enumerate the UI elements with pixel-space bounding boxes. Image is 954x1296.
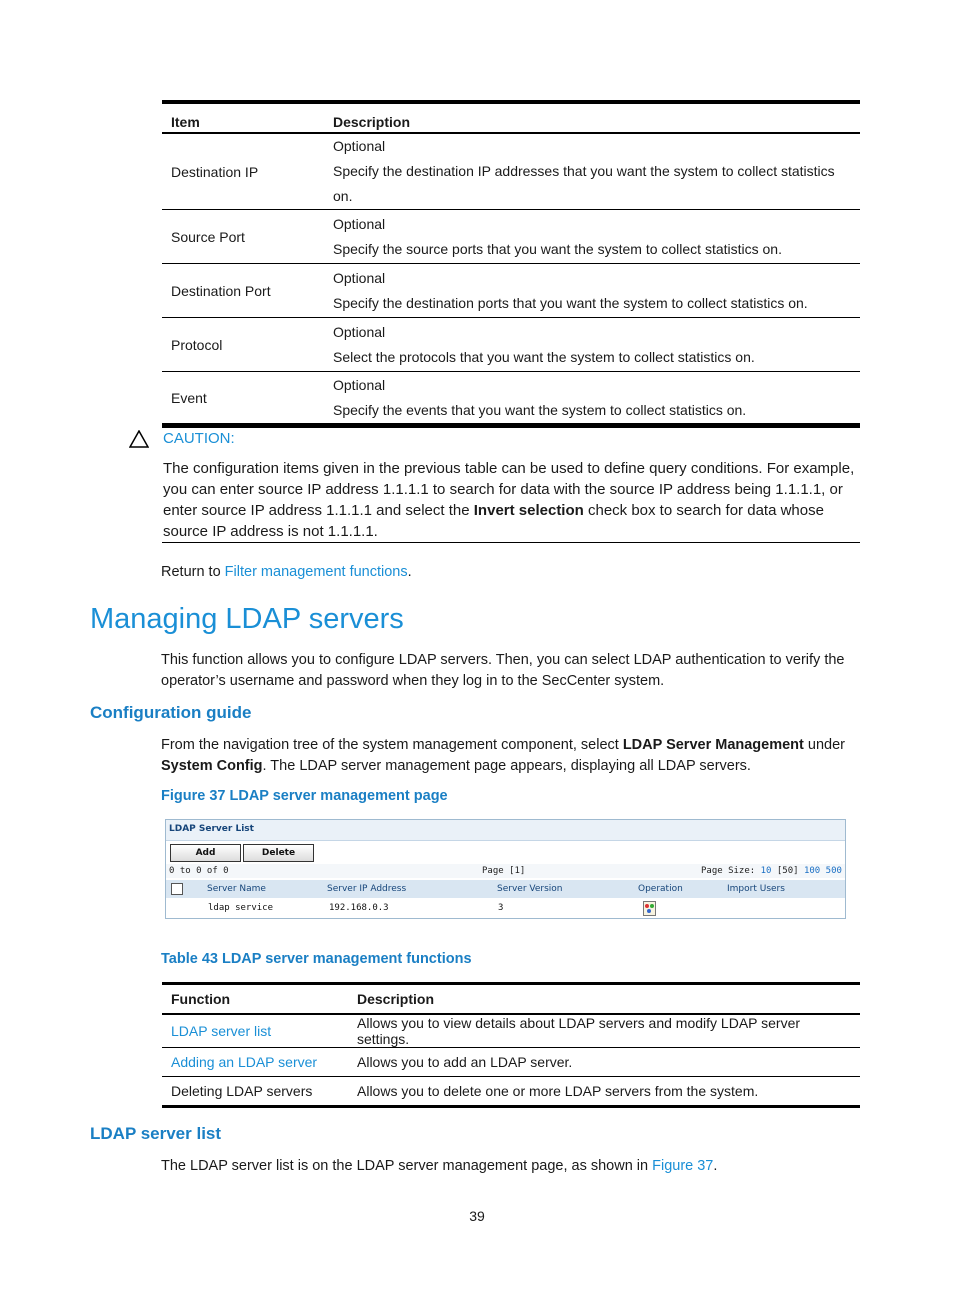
table-header-function: Function (162, 984, 348, 1015)
column-server-version[interactable]: Server Version (497, 884, 563, 894)
warning-triangle-icon (129, 430, 149, 448)
caution-text (163, 458, 863, 542)
ldap-functions-table (162, 982, 860, 1108)
add-button[interactable]: Add (170, 844, 241, 862)
item-cell: Destination IP (162, 133, 324, 210)
configuration-guide-heading: Configuration guide (90, 703, 252, 722)
caution-bottom-rule (162, 542, 860, 543)
figure-caption: Figure 37 LDAP server management page (161, 788, 448, 804)
description-line: Specify the source ports that you want the system to collect statistics on. (333, 240, 782, 257)
page-size-100-link[interactable]: 100 (803, 866, 821, 876)
column-operation: Operation (638, 884, 683, 894)
statistics-items-table (162, 100, 860, 428)
modify-icon[interactable] (643, 901, 656, 916)
description-line: Optional (333, 138, 386, 154)
panel-title: LDAP Server List (169, 824, 254, 834)
description-line: Optional (333, 323, 386, 340)
table-row (162, 1048, 860, 1077)
pager-bar (166, 864, 845, 878)
page-size-10-link[interactable]: 10 (760, 866, 772, 876)
description-line: Specify the events that you want the system to collect statistics on. (333, 401, 747, 418)
panel-title-bar (166, 820, 845, 841)
select-all-checkbox[interactable] (171, 883, 183, 895)
description-line: Select the protocols that you want the system to collect statistics on. (333, 348, 755, 365)
description-cell: Allows you to delete one or more LDAP servers from the system. (357, 1083, 759, 1099)
paragraph-part: under (803, 737, 845, 753)
description-line: Optional (333, 376, 386, 393)
return-line (161, 562, 412, 583)
intro-paragraph: This function allows you to configure LDAP servers. Then, you can select LDAP authentication to verify the operator’s username and password when they log in to the SecCenter system. (161, 652, 845, 689)
item-cell: Protocol (162, 318, 324, 372)
page-size-500-link[interactable]: 500 (825, 866, 842, 876)
description-cell: Allows you to add an LDAP server. (348, 1048, 860, 1077)
column-import-users: Import Users (727, 884, 785, 894)
record-count: 0 to 0 of 0 (169, 866, 229, 876)
description-line: Specify the destination IP addresses that you want the system to collect statistics on. (333, 163, 835, 204)
server-version-cell: 3 (498, 903, 504, 913)
item-cell: Event (171, 389, 207, 406)
description-line: Optional (333, 269, 386, 286)
return-prefix: Return to (161, 564, 225, 580)
table-header-description: Description (324, 102, 860, 133)
paragraph-part: The LDAP server list is on the LDAP server management page, as shown in (161, 1158, 653, 1174)
column-server-ip[interactable]: Server IP Address (327, 884, 407, 894)
description-cell (324, 133, 860, 210)
caution-text-part: check box to search for data whose source IP address is not 1.1.1.1. (163, 502, 824, 540)
configuration-guide-paragraph (161, 735, 866, 777)
column-server-name[interactable]: Server Name (207, 884, 266, 894)
description-cell (324, 318, 860, 372)
page-size-50-current: [50] (771, 866, 804, 876)
caution-top-rule (162, 423, 860, 424)
server-name-cell: ldap service (208, 903, 274, 913)
item-cell: Destination Port (162, 264, 324, 318)
filter-management-link[interactable]: Filter management functions (224, 564, 408, 580)
adding-ldap-server-link[interactable]: Adding an LDAP server (162, 1048, 348, 1077)
description-cell (324, 264, 860, 318)
function-cell: Deleting LDAP servers (171, 1083, 313, 1099)
item-cell: Source Port (162, 210, 324, 264)
table-row (162, 1077, 860, 1107)
paragraph-bold: System Config (161, 758, 263, 774)
section-title: Managing LDAP servers (90, 603, 404, 635)
description-cell: Allows you to view details about LDAP servers and modify LDAP server settings. (348, 1014, 860, 1048)
figure-37-link[interactable]: Figure 37 (652, 1158, 714, 1174)
caution-text-part: The configuration items given in the previous table can be used to define query conditions. For example, you can enter source IP address 1.1.1.1 to search for data with the source IP address being 1.1.1.1, or enter source IP address 1.1.1.1 and select the (163, 460, 855, 519)
caution-text-bold: Invert selection (473, 502, 584, 519)
ldap-server-list-heading: LDAP server list (90, 1124, 222, 1143)
description-cell (324, 210, 860, 264)
table-caption: Table 43 LDAP server management functions (161, 951, 472, 967)
caution-label: CAUTION: (163, 430, 235, 447)
delete-button[interactable]: Delete (243, 844, 314, 862)
paragraph-bold: LDAP Server Management (622, 737, 804, 753)
table-row (162, 318, 860, 372)
table-header-item: Item (162, 102, 324, 133)
description-line: Optional (333, 215, 386, 232)
page-size-label: Page Size: (701, 866, 761, 876)
table-row (162, 133, 860, 210)
table-row (166, 899, 845, 917)
table-row (162, 210, 860, 264)
server-ip-cell: 192.168.0.3 (329, 903, 389, 913)
paragraph-part: From the navigation tree of the system management component, select (161, 737, 623, 753)
table-row (162, 372, 860, 426)
ldap-server-list-panel (165, 819, 846, 919)
page-size (701, 866, 842, 876)
return-suffix: . (407, 564, 412, 580)
ldap-server-list-link[interactable]: LDAP server list (162, 1014, 348, 1048)
ldap-server-list-paragraph (161, 1156, 717, 1177)
paragraph-part: . (713, 1158, 718, 1174)
paragraph-part: . The LDAP server management page appears, displaying all LDAP servers. (262, 758, 751, 774)
description-cell (324, 372, 860, 426)
page-indicator: Page [1] (482, 866, 526, 876)
list-header-row (166, 880, 845, 898)
page-number: 39 (469, 1208, 485, 1224)
table-row (162, 1014, 860, 1048)
description-line: Specify the destination ports that you want the system to collect statistics on. (333, 294, 808, 311)
table-row (162, 264, 860, 318)
table-header-description: Description (348, 984, 860, 1015)
